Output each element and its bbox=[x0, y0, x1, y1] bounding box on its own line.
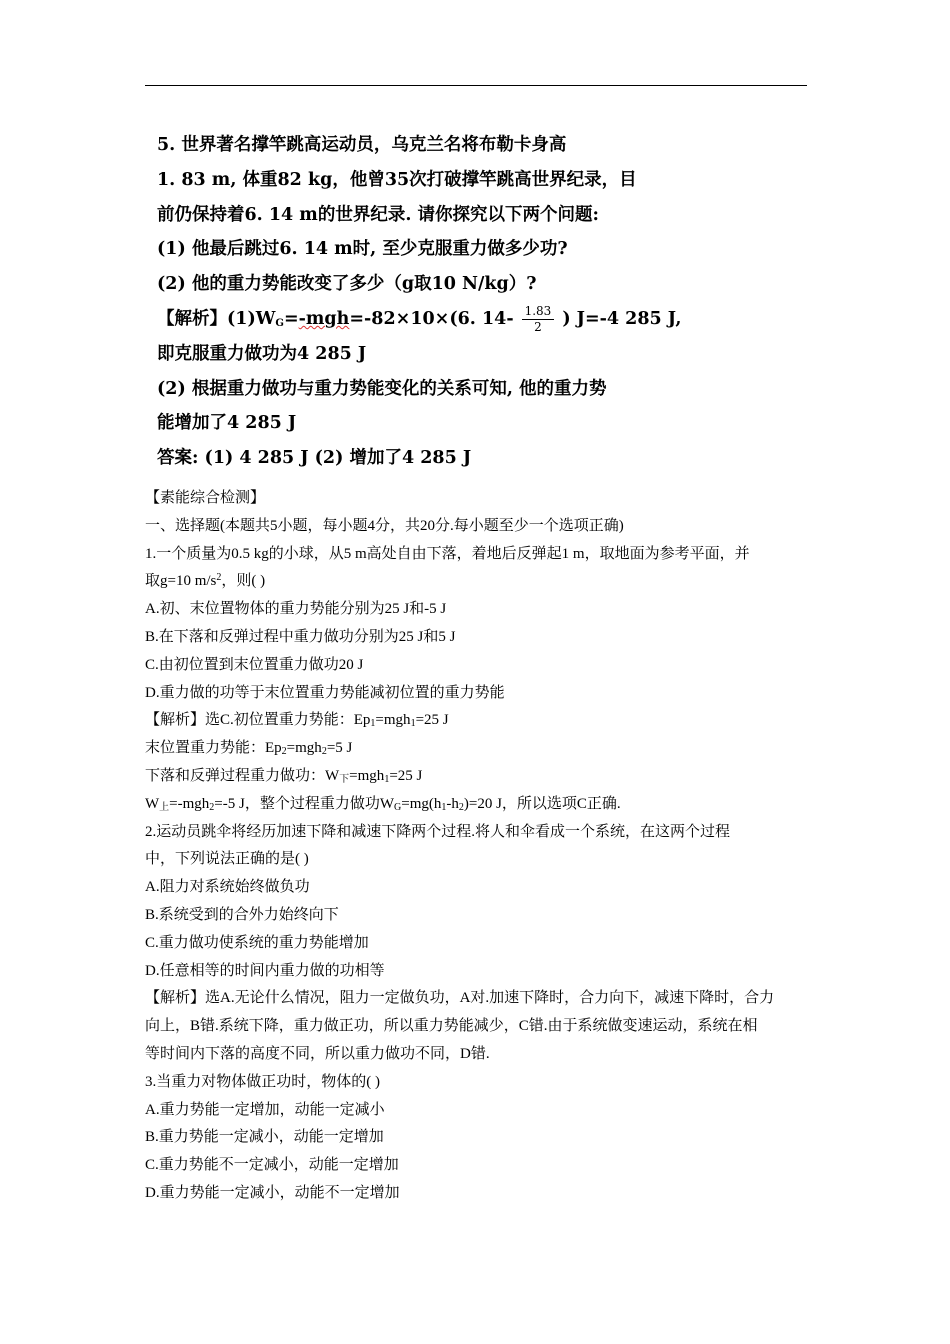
header-rule bbox=[145, 85, 807, 86]
spellcheck-underline: -mgh bbox=[298, 308, 350, 329]
example-line-3: 前仍保持着6. 14 m的世界纪录. 请你探究以下两个问题: bbox=[157, 204, 599, 225]
fraction: $\frac{1.83}{2}$ bbox=[522, 304, 555, 335]
q2-stem-2: 中，下列说法正确的是( ) bbox=[145, 851, 309, 868]
q1-solution-2: 末位置重力势能：$Ep_2=mgh_2=5$ J bbox=[145, 740, 353, 758]
q2-stem-1: 2.运动员跳伞将经历加速下降和减速下降两个过程.将人和伞看成一个系统，在这两个过程 bbox=[145, 823, 731, 840]
q1-option-d: D.重力做的功等于末位置重力势能减初位置的重力势能 bbox=[145, 684, 505, 701]
q2-option-d: D.任意相等的时间内重力做的功相等 bbox=[145, 962, 385, 979]
example-problem-image bbox=[157, 128, 817, 476]
example-line-2: 1. 83 m, 体重82 kg，他曾35次打破撑竿跳高世界纪录，目 bbox=[157, 169, 637, 190]
example-tail-2: (2) 根据重力做功与重力势能变化的关系可知, 他的重力势 bbox=[157, 378, 607, 399]
example-line-4: (1) 他最后跳过6. 14 m时, 至少克服重力做多少功? bbox=[157, 239, 568, 260]
q3-option-d: D.重力势能一定减小，动能不一定增加 bbox=[145, 1184, 400, 1201]
example-line-1: 5. 世界著名撑竿跳高运动员，乌克兰名将布勒卡身高 bbox=[157, 135, 567, 155]
q3-option-c: C.重力势能不一定减小，动能一定增加 bbox=[145, 1157, 399, 1174]
q2-solution-3: 等时间内下落的高度不同，所以重力做功不同，D错. bbox=[145, 1045, 490, 1062]
q3-stem: 3.当重力对物体做正功时，物体的( ) bbox=[145, 1073, 380, 1090]
q2-solution-2: 向上，B错.系统下降，重力做正功，所以重力势能减少，C错.由于系统做变速运动，系统在相 bbox=[145, 1018, 758, 1035]
q1-solution-4: $W_上=-mgh_2=-5$ J，整个过程重力做功$W_G=mg(h_1-h_2)=20$ J，所以选项C正确. bbox=[145, 795, 621, 813]
q1-stem-1: 1.一个质量为0.5 kg的小球，从5 m高处自由下落，着地后反弹起1 m，取地面为参考平面，并 bbox=[145, 545, 750, 562]
example-tail-3: 能增加了4 285 J bbox=[157, 413, 297, 434]
q3-option-b: B.重力势能一定减小，动能一定增加 bbox=[145, 1129, 384, 1146]
q1-solution-3: 下落和反弹过程重力做功：$W_下=mgh_1=25$ J bbox=[145, 767, 423, 785]
q1-stem-2: 取g=10 $m/s^2$，则( ) bbox=[145, 572, 266, 590]
q2-option-b: B.系统受到的合外力始终向下 bbox=[145, 906, 339, 923]
q2-solution-1: 【解析】选A.无论什么情况，阻力一定做负功，A对.加速下降时，合力向下，减速下降时，合力 bbox=[145, 990, 775, 1007]
part-heading: 一、选择题(本题共5小题，每小题4分，共20分.每小题至少一个选项正确) bbox=[145, 517, 624, 534]
q2-option-a: A.阻力对系统始终做负功 bbox=[145, 879, 310, 896]
q1-option-c: C.由初位置到末位置重力做功20 J bbox=[145, 656, 364, 673]
section-heading: 【素能综合检测】 bbox=[145, 490, 266, 506]
q1-option-a: A.初、末位置物体的重力势能分别为25 J和-5 J bbox=[145, 601, 447, 618]
example-solution-line: 【解析】$(1)W_G=-mgh=-82\times 10\times(6$. 14- $\frac{1.83}{2}$ ) J=-4 285 J, bbox=[157, 303, 682, 334]
example-answer: 答案: (1) 4 285 J (2) 增加了4 285 J bbox=[157, 448, 472, 469]
q1-option-b: B.在下落和反弹过程中重力做功分别为25 J和5 J bbox=[145, 628, 456, 645]
example-tail-1: 即克服重力做功为4 285 J bbox=[157, 343, 367, 364]
example-line-5: (2) 他的重力势能改变了多少（g取10 N/kg）? bbox=[157, 274, 537, 295]
q2-option-c: C.重力做功使系统的重力势能增加 bbox=[145, 934, 369, 951]
exercise-body bbox=[145, 485, 810, 1208]
q1-solution-1: 【解析】选C.初位置重力势能：$Ep_1=mgh_1=25$ J bbox=[145, 712, 449, 730]
q3-option-a: A.重力势能一定增加，动能一定减小 bbox=[145, 1101, 385, 1118]
